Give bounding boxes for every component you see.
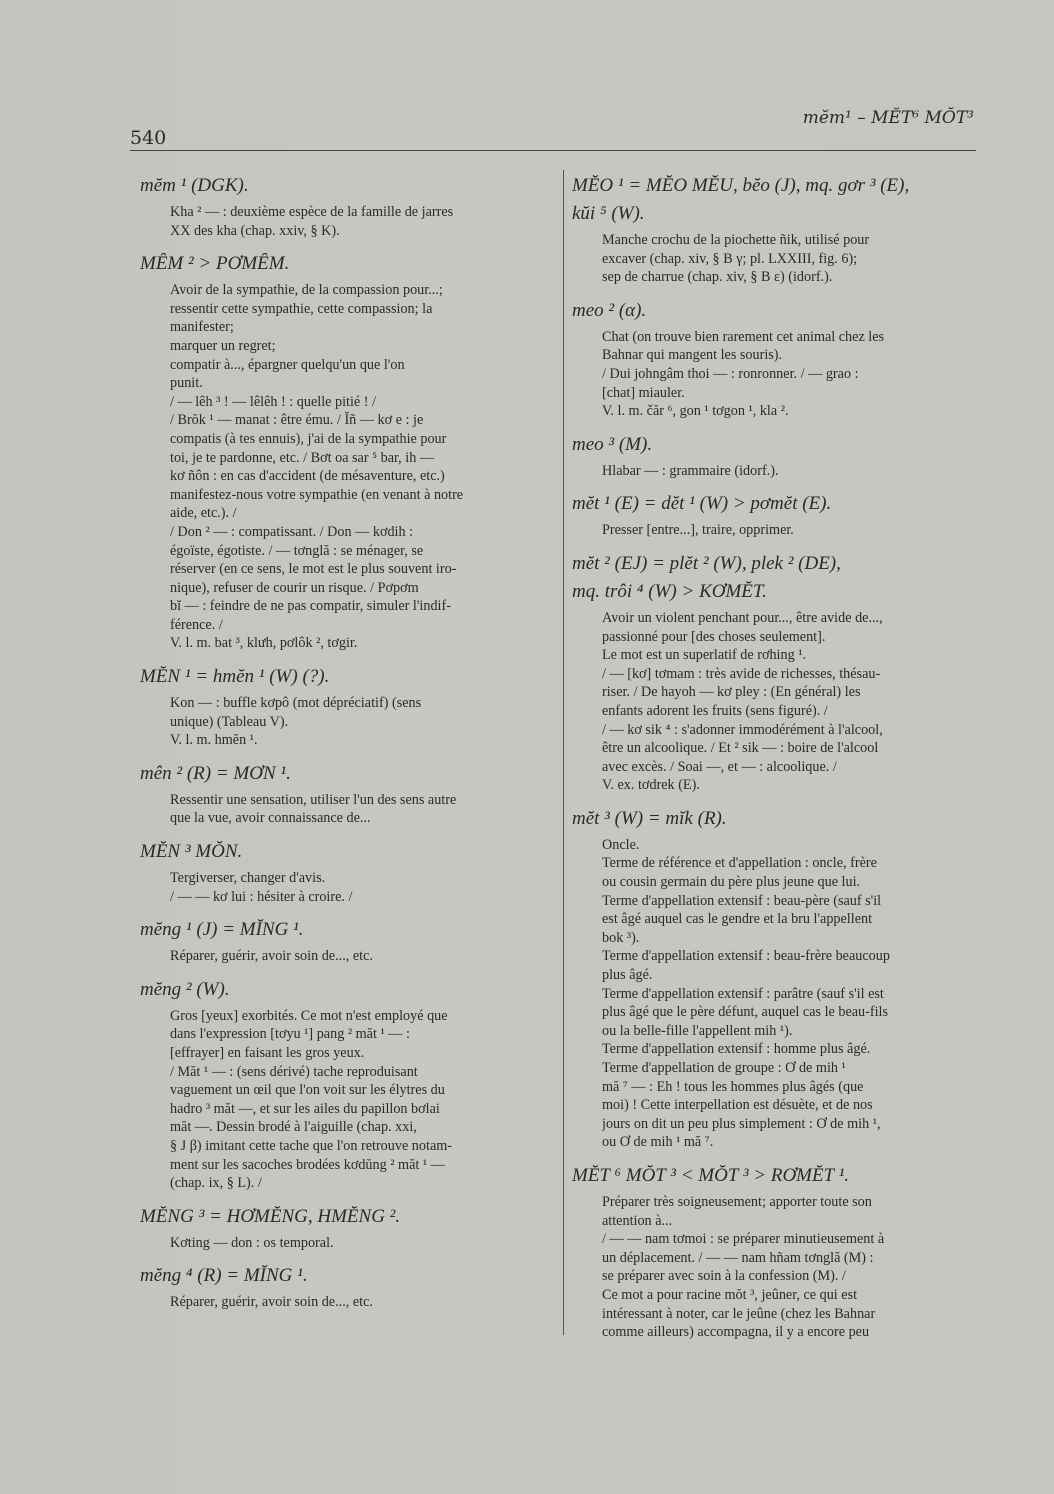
entry-definition-line: [effrayer] en faisant les gros yeux.	[170, 1045, 365, 1061]
entry-headword-continuation: kŭi ⁵ (W).	[572, 203, 645, 224]
entry-definition-line: [chat] miauler.	[602, 384, 685, 401]
right-column	[572, 175, 980, 1355]
entry-definition-line: Gros [yeux] exorbités. Ce mot n'est employé que	[170, 1007, 448, 1024]
dictionary-entry	[572, 553, 980, 795]
dictionary-entry	[140, 1265, 535, 1312]
dictionary-entry	[140, 175, 535, 240]
entry-definition-line: comme ailleurs) accompagna, il y a encore peu	[602, 1324, 870, 1341]
entry-headword: MÊM ² > PƠMÊM.	[140, 253, 290, 275]
entry-definition-line: enfants adorent les fruits (sens figuré). /	[602, 702, 828, 719]
entry-definition-line: Tergiverser, changer d'avis.	[170, 870, 326, 887]
entry-definition-line: nique), refuser de courir un risque. / Pơpơm	[170, 579, 419, 596]
entry-definition-line: mă ⁷ — : Eh ! tous les hommes plus âgés (que	[602, 1078, 864, 1095]
dictionary-entry	[140, 253, 535, 653]
entry-definition-line: Terme d'appellation extensif : homme plus âgé.	[602, 1041, 871, 1058]
entry-definition-line: Bahnar qui mangent les souris).	[602, 347, 783, 364]
entry-definition-line: compatis (à tes ennuis), j'ai de la sympathie pour	[170, 430, 447, 447]
entry-definition-line: vaguement un œil que l'on voit sur les élytres du	[170, 1082, 445, 1099]
entry-definition-line: (chap. ix, § L). /	[170, 1175, 262, 1192]
entry-headword: mĕt ³ (W) = mĭk (R).	[572, 807, 727, 829]
entry-definition-line: réserver (en ce sens, le mot est le plus souvent iro-	[170, 561, 457, 578]
entry-definition-line: que la vue, avoir connaissance de...	[170, 810, 371, 827]
entry-definition-line: Kon — : buffle kơpô (mot dépréciatif) (sens	[170, 695, 422, 712]
entry-definition-line: aide, etc.). /	[170, 505, 237, 522]
dictionary-entry	[572, 1165, 980, 1342]
entry-definition-line: ressentir cette sympathie, cette compassion; la	[170, 300, 433, 317]
dictionary-entry	[572, 808, 980, 1152]
entry-definition-line: Terme d'appellation de groupe : Ơ de mih ¹	[602, 1060, 846, 1076]
entry-definition-line: se préparer avec soin à la confession (M). /	[602, 1268, 846, 1285]
entry-definition-line: V. l. m. hmĕn ¹.	[170, 732, 258, 749]
entry-definition-line: Terme d'appellation extensif : parâtre (sauf s'il est	[602, 985, 884, 1002]
entry-definition-line: marquer un regret;	[170, 337, 276, 354]
entry-definition-line: / — — nam tơmoi : se préparer minutieusement à	[602, 1231, 885, 1248]
entry-definition-line: attention à...	[602, 1212, 673, 1229]
entry-definition-line: ment sur les sacoches brodées kơdŭng ² măt ¹ —	[170, 1156, 445, 1173]
entry-definition-line: compatir à..., épargner quelqu'un que l'on	[170, 356, 405, 373]
entry-definition-line: Kha ² — : deuxième espèce de la famille de jarres	[170, 204, 454, 220]
entry-definition-line: V. l. m. čăr ⁶, gon ¹ tơgon ¹, kla ².	[602, 403, 789, 420]
entry-definition-line: V. ex. tơdrek (E).	[602, 777, 700, 794]
entry-definition-line: Le mot est un superlatif de rơhing ¹.	[602, 647, 807, 664]
entry-definition-line: Avoir de la sympathie, de la compassion pour...;	[170, 282, 443, 299]
dictionary-entry	[572, 493, 980, 540]
entry-definition-line: ou cousin germain du père plus jeune que lui.	[602, 874, 861, 891]
entry-definition-line: Préparer très soigneusement; apporter toute son	[602, 1193, 872, 1210]
entry-definition-line: măt —. Dessin brodé à l'aiguille (chap. xxi,	[170, 1119, 417, 1136]
dictionary-entry	[140, 979, 535, 1193]
entry-headword: MĔN ¹ = hmĕn ¹ (W) (?).	[140, 666, 330, 688]
header-rule	[130, 150, 976, 151]
entry-definition-line: férence. /	[170, 616, 223, 633]
entry-definition-line: kơ ñôn : en cas d'accident (de mésaventure, etc.)	[170, 468, 445, 485]
entry-definition-line: être un alcoolique. / Et ² sik — : boire de l'alcool	[602, 740, 879, 757]
entry-definition-line: Avoir un violent penchant pour..., être avide de...,	[602, 609, 883, 626]
dictionary-entry	[140, 666, 535, 750]
entry-definition-line: toi, je te pardonne, etc. / Bơt oa sar ⁵ bar, ih —	[170, 449, 435, 466]
running-head: mĕm¹ – MĔT⁶ MŎT³	[802, 108, 974, 128]
entry-definition-line: Terme d'appellation extensif : beau-père (sauf s'il	[602, 892, 882, 909]
dictionary-entry	[140, 919, 535, 966]
entry-definition-line: / — lêh ³ ! — lêlêh ! : quelle pitié ! /	[170, 393, 376, 410]
entry-definition-line: / — kơ sik ⁴ : s'adonner immodérément à l'alcool,	[602, 721, 883, 738]
entry-headword: mĕng ⁴ (R) = MĬNG ¹.	[140, 1265, 308, 1287]
entry-headword: MĔT ⁶ MŎT ³ < MŎT ³ > RƠMĔT ¹.	[572, 1164, 850, 1186]
entry-definition-line: / Don ² — : compatissant. / Don — kơdih :	[170, 523, 414, 540]
dictionary-entry	[572, 300, 980, 421]
entry-definition-line: § J β) imitant cette tache que l'on retrouve notam-	[170, 1137, 452, 1154]
entry-definition-line: V. l. m. bat ³, klưh, pơlôk ², tơgir.	[170, 635, 358, 652]
entry-definition-line: plus âgé que le père défunt, auquel cas le beau-fils	[602, 1004, 888, 1021]
entry-definition-line: jours on dit un peu plus simplement : Ơ de mih ¹,	[602, 1115, 881, 1132]
entry-headword: mĕt ¹ (E) = dĕt ¹ (W) > pơmĕt (E).	[572, 493, 832, 515]
entry-headword: MĔN ³ MŎN.	[140, 841, 243, 863]
left-column	[140, 175, 535, 1325]
entry-definition-line: excaver (chap. xiv, § B γ; pl. LXXIII, fig. 6);	[602, 250, 858, 267]
dictionary-entry	[572, 175, 980, 287]
entry-definition-line: intéressant à noter, car le jeûne (chez les Bahnar	[602, 1305, 876, 1322]
entry-definition-line: Ressentir une sensation, utiliser l'un des sens autre	[170, 791, 457, 808]
entry-definition-line: punit.	[170, 375, 203, 392]
entry-definition-line: manifestez-nous votre sympathie (en venant à notre	[170, 486, 464, 503]
entry-definition-line: plus âgé.	[602, 967, 653, 984]
entry-headword: meo ² (α).	[572, 299, 647, 321]
entry-definition-line: XX des kha (chap. xxiv, § K).	[170, 222, 340, 239]
entry-definition-line: sep de charrue (chap. xiv, § B ε) (idorf.).	[602, 269, 833, 286]
entry-headword-continuation: mq. trôi ⁴ (W) > KƠMĔT.	[572, 580, 767, 602]
entry-headword: MĔNG ³ = HƠMĔNG, HMĔNG ².	[140, 1205, 401, 1227]
entry-headword: mĕt ² (EJ) = plĕt ² (W), plek ² (DE),	[572, 552, 841, 574]
entry-definition-line: Terme d'appellation extensif : beau-frère beaucoup	[602, 948, 890, 965]
entry-headword: mĕm ¹ (DGK).	[140, 175, 249, 196]
entry-headword: MĔO ¹ = MĔO MĔU, bĕo (J), mq. gơr ³ (E),	[572, 175, 910, 196]
entry-definition-line: Réparer, guérir, avoir soin de..., etc.	[170, 1294, 373, 1311]
dictionary-entry	[140, 841, 535, 906]
entry-definition-line: Réparer, guérir, avoir soin de..., etc.	[170, 948, 373, 965]
entry-definition-line: / Brŏk ¹ — manat : être ému. / Ĭñ — kơ e : je	[170, 412, 424, 429]
entry-headword: meo ³ (M).	[572, 433, 653, 455]
column-separator	[563, 170, 564, 1335]
dictionary-entry	[572, 434, 980, 481]
entry-definition-line: égoïste, égotiste. / — tơnglă : se ménager, se	[170, 542, 424, 559]
entry-definition-line: Ce mot a pour racine mŏt ³, jeûner, ce qui est	[602, 1286, 858, 1303]
entry-definition-line: avec excès. / Soai —, et — : alcoolique. /	[602, 758, 837, 775]
entry-definition-line: manifester;	[170, 319, 234, 336]
entry-definition-line: moi) ! Cette interpellation est désuète, et de nos	[602, 1097, 873, 1114]
entry-definition-line: ou la belle-fille l'appellent mih ¹).	[602, 1022, 793, 1039]
entry-definition-line: dans l'expression [tơyu ¹] pang ² măt ¹ — :	[170, 1026, 410, 1043]
entry-headword: mĕng ² (W).	[140, 978, 230, 1000]
entry-headword: mên ² (R) = MƠN ¹.	[140, 762, 291, 784]
entry-definition-line: Kơting — don : os temporal.	[170, 1234, 334, 1251]
entry-definition-line: bok ³).	[602, 929, 640, 946]
entry-definition-line: Manche crochu de la piochette ñik, utilisé pour	[602, 232, 870, 248]
entry-definition-line: Chat (on trouve bien rarement cet animal chez les	[602, 328, 885, 345]
entry-definition-line: Presser [entre...], traire, opprimer.	[602, 522, 794, 539]
entry-definition-line: / Măt ¹ — : (sens dérivé) tache reproduisant	[170, 1063, 418, 1080]
entry-definition-line: riser. / De hayoh — kơ pley : (En général) les	[602, 684, 861, 701]
entry-definition-line: unique) (Tableau V).	[170, 713, 289, 730]
dictionary-entry	[140, 1206, 535, 1253]
entry-definition-line: ou Ơ de mih ¹ mă ⁷.	[602, 1134, 714, 1151]
entry-definition-line: passionné pour [des choses seulement].	[602, 628, 826, 645]
entry-definition-line: est âgé auquel cas le gendre et la bru l'appellent	[602, 911, 873, 928]
entry-definition-line: / Dui johngâm thoi — : ronronner. / — grao :	[602, 365, 859, 382]
entry-definition-line: / — [kơ] tơmam : très avide de richesses, thésau-	[602, 665, 881, 682]
entry-definition-line: Oncle.	[602, 836, 640, 853]
entry-definition-line: un déplacement. / — — nam hñam tơnglă (M) :	[602, 1249, 874, 1266]
entry-definition-line: hadro ³ măt —, et sur les ailes du papillon bơlai	[170, 1100, 440, 1117]
entry-definition-line: Terme de référence et d'appellation : oncle, frère	[602, 855, 877, 872]
entry-headword: mĕng ¹ (J) = MĬNG ¹.	[140, 919, 304, 941]
entry-definition-line: bĭ — : feindre de ne pas compatir, simuler l'indif-	[170, 598, 451, 615]
entry-definition-line: Hlabar — : grammaire (idorf.).	[602, 462, 779, 479]
page-number: 540	[130, 127, 167, 149]
entry-definition-line: / — — kơ lui : hésiter à croire. /	[170, 888, 353, 905]
dictionary-entry	[140, 763, 535, 828]
